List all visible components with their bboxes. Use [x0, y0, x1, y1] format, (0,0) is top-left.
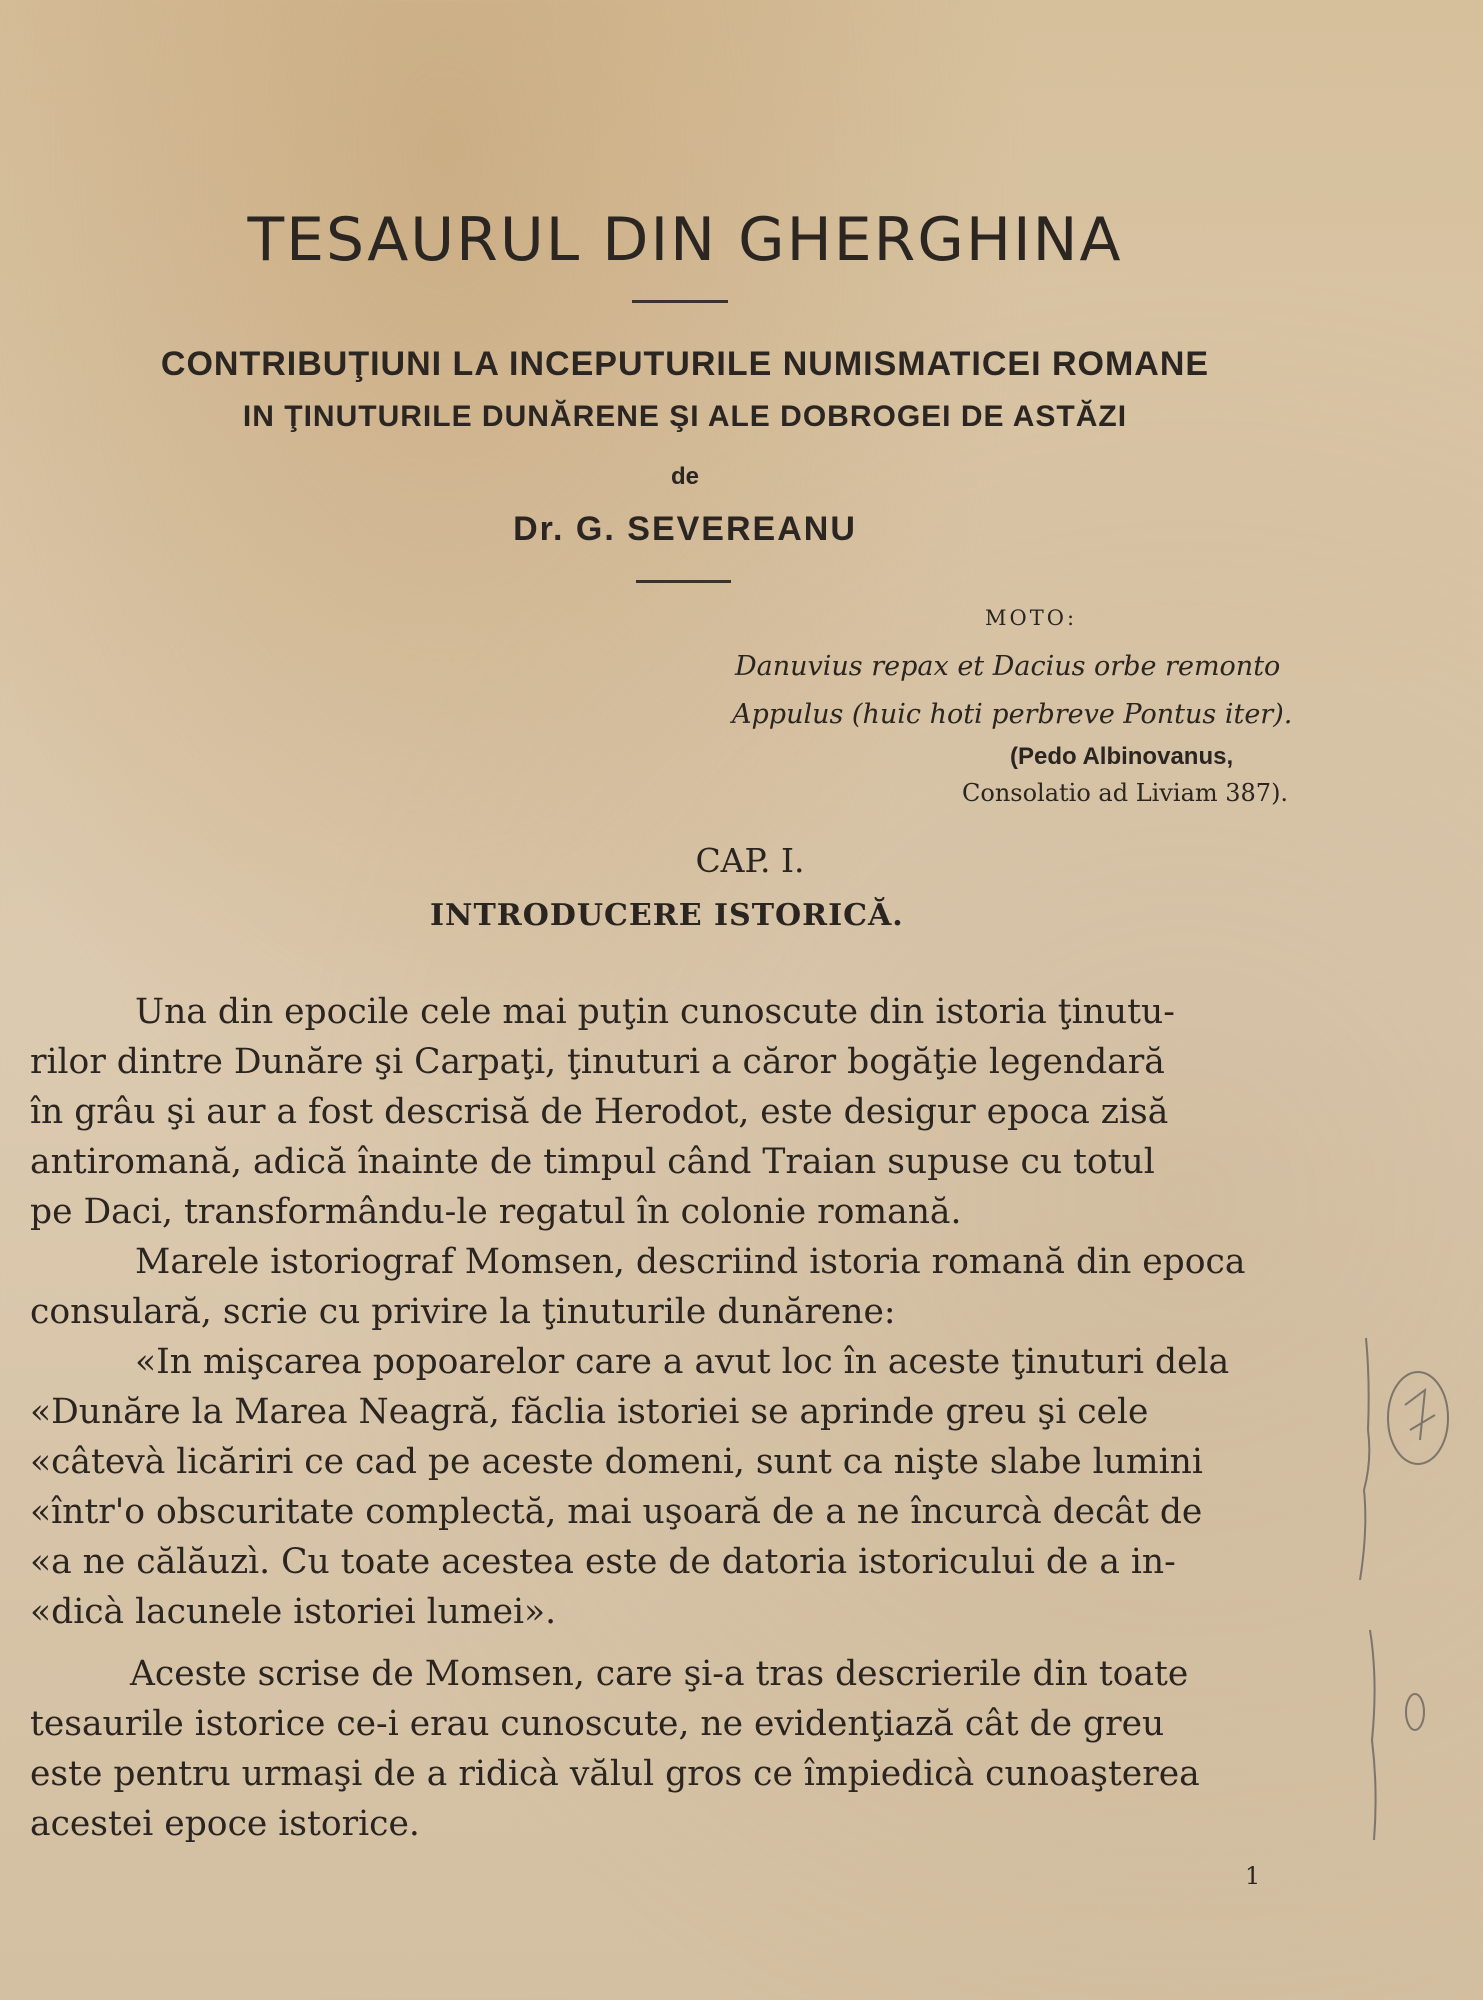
- margin-pencil-marks: [1350, 1320, 1480, 1880]
- body-line: «dicà lacunele istoriei lumei».: [30, 1592, 557, 1632]
- body-line: pe Daci, transformându-le regatul în colonie romană.: [30, 1192, 962, 1232]
- body-line: Marele istoriograf Momsen, descriind istoria romană din epoca: [135, 1242, 1246, 1282]
- body-line: «Dunăre la Marea Neagră, făclia istoriei se aprinde greu şi cele: [30, 1392, 1149, 1432]
- byline-de: de: [670, 463, 699, 490]
- motto-label: MOTO:: [985, 606, 1078, 630]
- chapter-title: INTRODUCERE ISTORICĂ.: [430, 898, 904, 933]
- body-line: consulară, scrie cu privire la ţinuturile dunărene:: [30, 1292, 896, 1332]
- body-line: este pentru urmaşi de a ridicà vălul gros ce împiedicà cunoaşterea: [30, 1754, 1200, 1794]
- motto-line-2: Appulus (huic hoti perbreve Pontus iter).: [732, 699, 1293, 730]
- body-line: acestei epoce istorice.: [30, 1804, 420, 1844]
- body-line: «In mişcarea popoarelor care a avut loc în aceste ţinuturi dela: [135, 1342, 1230, 1382]
- body-line: rilor dintre Dunăre şi Carpaţi, ţinuturi a căror bogăţie legendară: [30, 1042, 1165, 1082]
- body-line: «câtevà licăriri ce cad pe aceste domeni, sunt ca nişte slabe lumini: [30, 1442, 1203, 1482]
- title-rule: [632, 300, 728, 303]
- chapter-number: CAP. I.: [695, 841, 805, 880]
- body-line: antiromană, adică înainte de timpul când Traian supuse cu totul: [30, 1142, 1155, 1182]
- motto-line-1: Danuvius repax et Dacius orbe remonto: [735, 651, 1281, 682]
- body-line: «a ne călăuzì. Cu toate acestea este de datoria istoricului de a in-: [30, 1542, 1176, 1582]
- body-line: Aceste scrise de Momsen, care şi-a tras descrierile din toate: [130, 1654, 1189, 1694]
- page-title: TESAURUL DIN GHERGHINA: [247, 205, 1123, 275]
- body-line: «într'o obscuritate complectă, mai uşoară de a ne încurcà decât de: [30, 1492, 1203, 1532]
- body-line: tesaurile istorice ce-i erau cunoscute, ne evidenţiază cât de greu: [30, 1704, 1165, 1744]
- motto-citation-2: Consolatio ad Liviam 387).: [962, 779, 1289, 807]
- author-name: Dr. G. SEVEREANU: [513, 510, 857, 548]
- body-line: Una din epocile cele mai puţin cunoscute din istoria ţinutu-: [135, 992, 1175, 1032]
- subtitle-line-2: IN ŢINUTURILE DUNĂRENE ŞI ALE DOBROGEI DE ASTĂZI: [242, 400, 1128, 433]
- page-number: 1: [1245, 1862, 1261, 1890]
- subtitle-line-1: CONTRIBUŢIUNI LA INCEPUTURILE NUMISMATICEI ROMANE: [160, 345, 1210, 383]
- motto-citation-1: (Pedo Albinovanus,: [1010, 743, 1234, 770]
- body-line: în grâu şi aur a fost descrisă de Herodot, este desigur epoca zisă: [30, 1092, 1169, 1132]
- author-rule: [636, 580, 731, 583]
